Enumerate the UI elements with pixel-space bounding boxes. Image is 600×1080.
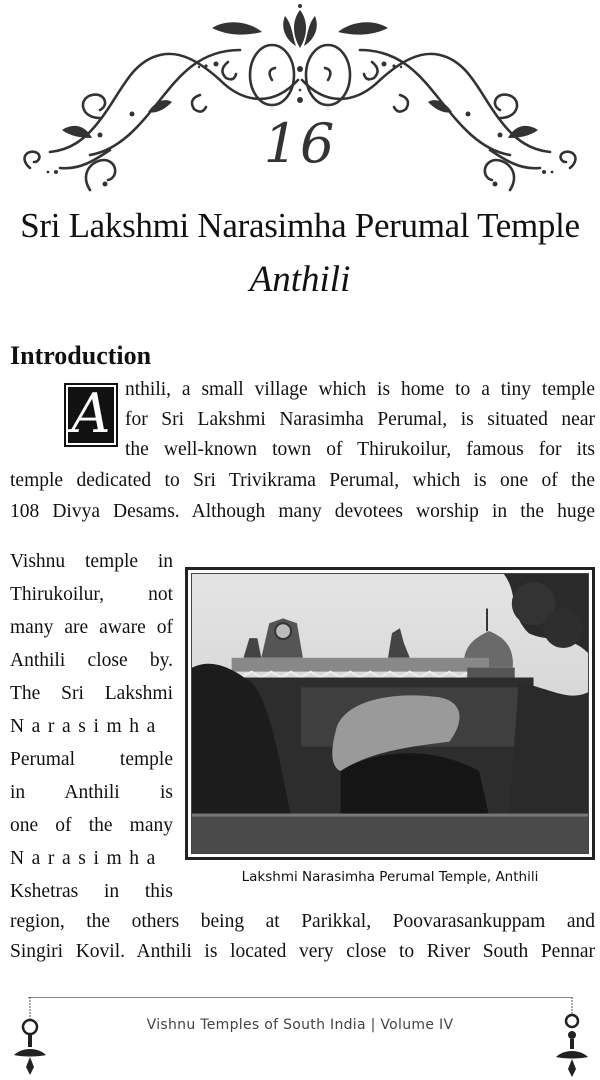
body-line: Narasimha — [10, 716, 163, 737]
photo-caption: Lakshmi Narasimha Perumal Temple, Anthili — [241, 869, 539, 885]
body-line: for Sri Lakshmi Narasimha Perumal, is situated near — [125, 409, 595, 430]
hanging-lamp-ornament-icon — [10, 997, 50, 1077]
drop-cap-letter — [64, 383, 118, 447]
temple-photo-frame — [185, 567, 595, 860]
footer-divider — [28, 997, 572, 998]
body-line: Thirukoilur, not — [10, 584, 173, 605]
body-line: Vishnu temple in — [10, 551, 173, 572]
body-line: Kshetras in this — [10, 881, 173, 902]
body-line: Perumal temple — [10, 749, 173, 770]
body-line: temple dedicated to Sri Trivikrama Perumal, which is one of the — [10, 470, 595, 491]
running-footer: Vishnu Temples of South India | Volume IV — [146, 1017, 454, 1033]
body-line: in Anthili is — [10, 782, 173, 803]
body-line: The Sri Lakshmi — [10, 683, 173, 704]
body-line: region, the others being at Parikkal, Poovarasankuppam and — [10, 911, 595, 932]
body-line: 108 Divya Desams. Although many devotees worship in the huge — [10, 501, 595, 522]
temple-photo — [191, 573, 589, 854]
page-title: Sri Lakshmi Narasimha Perumal Temple — [20, 206, 580, 245]
page-subtitle: Anthili — [249, 259, 351, 300]
body-line: Narasimha — [10, 848, 163, 869]
hanging-lamp-ornament-icon — [552, 997, 592, 1077]
body-line: the well-known town of Thirukoilur, famous for its — [125, 439, 595, 460]
drop-cap-glyph: A — [71, 382, 111, 445]
body-line: Singiri Kovil. Anthili is located very close to River South Pennar — [10, 941, 595, 962]
section-heading: Introduction — [10, 341, 152, 370]
body-line: many are aware of — [10, 617, 173, 638]
chapter-number: 16 — [263, 112, 337, 175]
body-line: one of the many — [10, 815, 173, 836]
body-line: Anthili close by. — [10, 650, 173, 671]
body-line: nthili, a small village which is home to a tiny temple — [125, 379, 595, 400]
